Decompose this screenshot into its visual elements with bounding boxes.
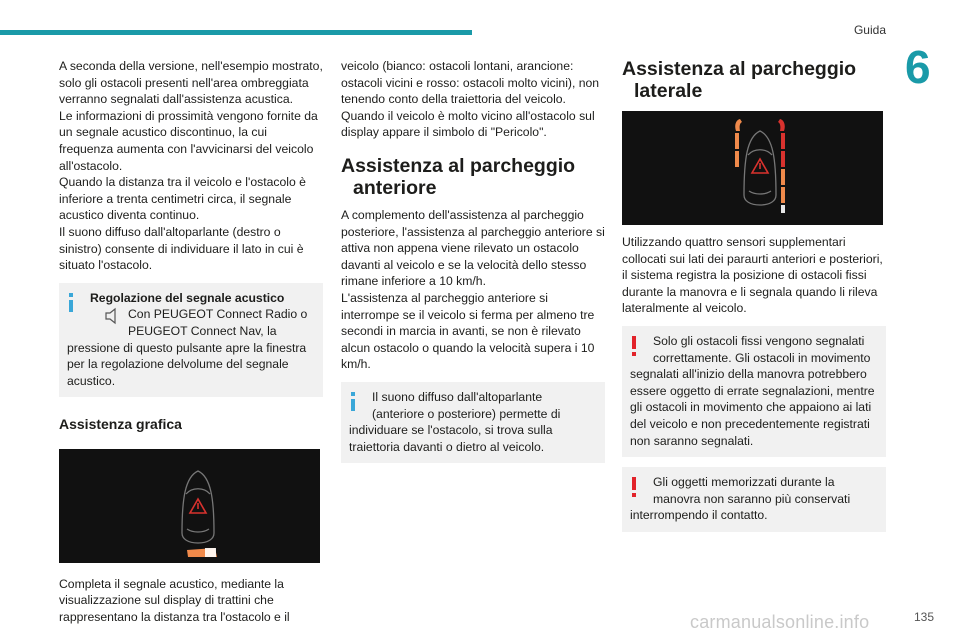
note-text-line: Il suono diffuso dall'altoparlante: [372, 389, 543, 404]
paragraph: veicolo (bianco: ostacoli lontani, arancione: ostacoli vicini e rosso: ostacoli molto vicini), non tenendo conto della traiettoria del veicolo.: [341, 59, 600, 107]
paragraph: Il suono diffuso dall'altoparlante (destro o sinistro) consente di individuare il lato in cui è situato l'ostacolo.: [59, 224, 304, 273]
note-text: individuare se l'ostacolo, si trova sulla traiettoria davanti o dietro al veicolo.: [349, 423, 553, 454]
paragraph: Utilizzando quattro sensori supplementari collocati sui lati dei paraurti anteriori e posteriori, il sistema registra la posizione di ostacoli fissi durante la manovra e li segnala quando li rileva lateralmente al veicolo.: [622, 235, 883, 316]
heading-graphic-assist: Assistenza grafica: [59, 416, 182, 433]
note-text-line: Con PEUGEOT Connect Radio o: [128, 307, 308, 322]
note-text-line: PEUGEOT Connect Nav, la: [128, 323, 277, 338]
heading-line: Assistenza al parcheggio: [341, 154, 576, 177]
header-accent-bar: [0, 30, 472, 35]
note-text-line: Solo gli ostacoli fissi vengono segnalati: [653, 333, 865, 348]
paragraph: A complemento dell'assistenza al parcheggio posteriore, l'assistenza al parcheggio anteriore si attiva non appena viene rilevato un ostacolo davanti al veicolo e se la velocità dello stesso rimane inferiore a 10 km/h.: [341, 207, 605, 289]
heading-front-parking-assist: [341, 155, 605, 199]
graphic-assist-illustration: [59, 449, 320, 563]
paragraph: Quando la distanza tra il veicolo e l'ostacolo è inferiore a trenta centimetri circa, il segnale acustico diventa continuo.: [59, 175, 306, 223]
paragraph: L'assistenza al parcheggio anteriore si interrompe se il veicolo si ferma per almeno tre secondi in marcia in avanti, se non è rilevato alcun ostacolo o quando la velocità supera i 10 km/h.: [341, 290, 595, 372]
page-number: 135: [913, 610, 934, 624]
chapter-number: 6: [905, 41, 931, 93]
note-text-line: manovra non saranno più conservati: [653, 491, 851, 506]
warning-note: [622, 326, 886, 457]
note-title: Regolazione del segnale acustico: [90, 290, 285, 305]
warning-icon: [632, 336, 636, 356]
info-icon: [351, 392, 355, 411]
heading-line: Assistenza al parcheggio: [622, 58, 857, 80]
note-text-line: correttamente. Gli ostacoli in movimento: [653, 350, 871, 365]
info-note: [341, 382, 605, 463]
note-text: interrompendo il contatto.: [630, 508, 768, 523]
paragraph: Quando il veicolo è molto vicino all'ostacolo sul display appare il simbolo di "Pericolo".: [341, 108, 595, 140]
note-text: segnalati all'inizio della manovra potrebbero essere oggetto di errate segnalazioni, mentre gli ostacoli in movimento che appaiono ai lati del veicolo e non precedentemente registrati non saranno segnalati.: [630, 367, 875, 448]
image-caption: Completa il segnale acustico, mediante la visualizzazione sul display di trattini che rappresentano la distanza tra l'ostacolo e il: [59, 576, 290, 625]
note-text-line: Gli oggetti memorizzati durante la: [653, 475, 835, 490]
column-middle: [341, 58, 605, 463]
info-icon: [69, 293, 73, 312]
column-right: [622, 58, 886, 532]
info-note: [59, 283, 323, 398]
heading-line: laterale: [634, 80, 703, 102]
heading-line: anteriore: [353, 176, 437, 199]
watermark: carmanualsonline.info: [690, 612, 870, 632]
section-name: Guida: [853, 23, 886, 37]
paragraph: A seconda della versione, nell'esempio mostrato, solo gli ostacoli presenti nell'area ombreggiata verranno segnalati dall'assistenza acustica.: [59, 59, 323, 107]
paragraph: Le informazioni di prossimità vengono fornite da un segnale acustico discontinuo, la cui frequenza aumenta con l'avvicinarsi del veicolo all'ostacolo.: [59, 108, 318, 173]
note-text: pressione di questo pulsante apre la finestra per la regolazione delvolume del segnale acustico.: [67, 340, 307, 388]
warning-note: [622, 467, 886, 532]
side-assist-illustration: [622, 111, 883, 225]
speaker-icon: [103, 307, 125, 325]
column-left: [59, 58, 323, 626]
heading-side-parking-assist: [622, 58, 886, 102]
warning-icon: [632, 477, 636, 497]
note-text-line: (anteriore o posteriore) permette di: [372, 406, 561, 421]
